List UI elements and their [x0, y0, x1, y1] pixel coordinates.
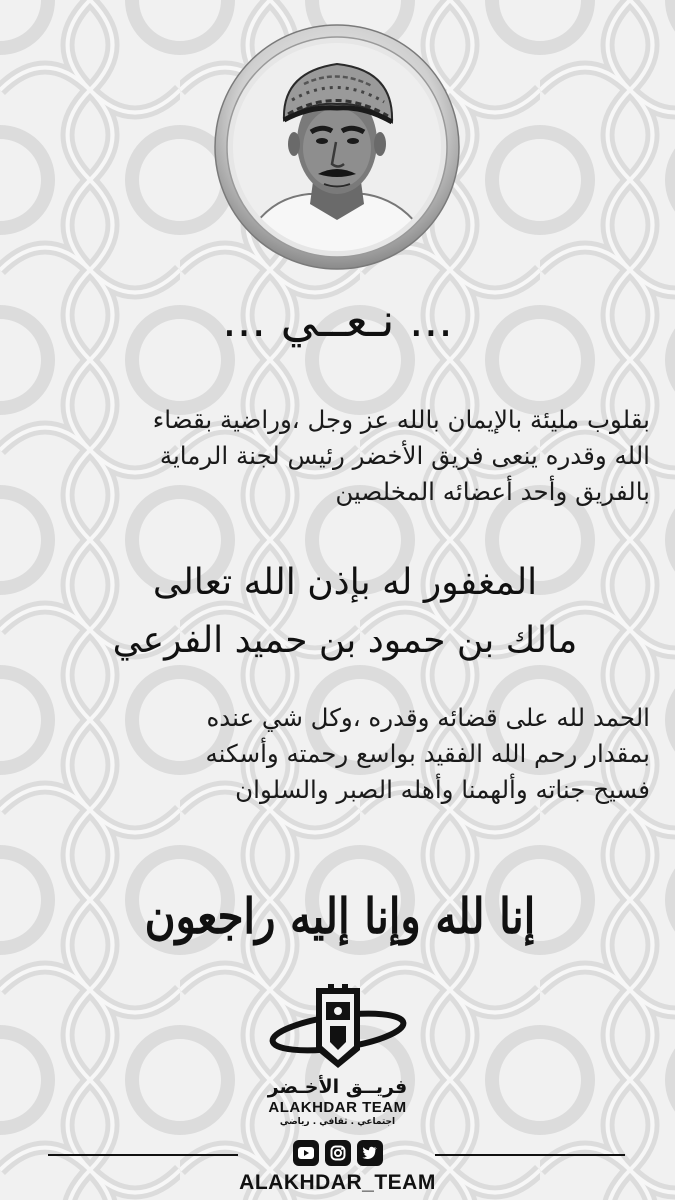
social-handle: ALAKHDAR_TEAM	[239, 1171, 436, 1194]
footer-divider-left	[48, 1154, 238, 1156]
intro-line: الله وقدره ينعى فريق الأخضر رئيس لجنة الرماية	[159, 441, 650, 470]
prayer-line: الحمد لله على قضائه وقدره ،وكل شي عنده	[206, 703, 650, 732]
team-logo	[268, 980, 408, 1072]
youtube-icon[interactable]	[293, 1140, 319, 1166]
prayer-line: بمقدار رحم الله الفقيد بواسع رحمته وأسكنه	[205, 739, 650, 768]
social-icons	[293, 1140, 383, 1166]
instagram-icon[interactable]	[325, 1140, 351, 1166]
deceased-name: مالك بن حمود بن حميد الفرعي	[112, 620, 578, 661]
intro-line: بالفريق وأحد أعضائه المخلصين	[335, 477, 650, 506]
verse-text: إنا لله وإنا إليه راجعون	[144, 888, 536, 945]
prayer-paragraph	[40, 700, 650, 808]
deceased-name-block	[40, 554, 650, 670]
honorific-line: المغفور له بإذن الله تعالى	[152, 562, 538, 603]
intro-paragraph	[40, 402, 650, 510]
team-name-english: ALAKHDAR TEAM	[268, 1099, 407, 1116]
verse-calligraphy	[140, 868, 540, 980]
announcement-heading: ... نـعــي ...	[222, 293, 453, 347]
portrait-photo	[214, 24, 460, 270]
intro-line: بقلوب مليئة بالإيمان بالله عز وجل ،وراضية بقضاء	[152, 405, 650, 434]
team-name-arabic: فريــق الأخـضر	[267, 1076, 408, 1098]
footer-divider-right	[435, 1154, 625, 1156]
team-tagline: اجتماعي . ثقافي . رياضي	[279, 1117, 396, 1127]
twitter-icon[interactable]	[357, 1140, 383, 1166]
prayer-line: فسيح جناته وألهمنا وأهله الصبر والسلوان	[235, 775, 650, 804]
